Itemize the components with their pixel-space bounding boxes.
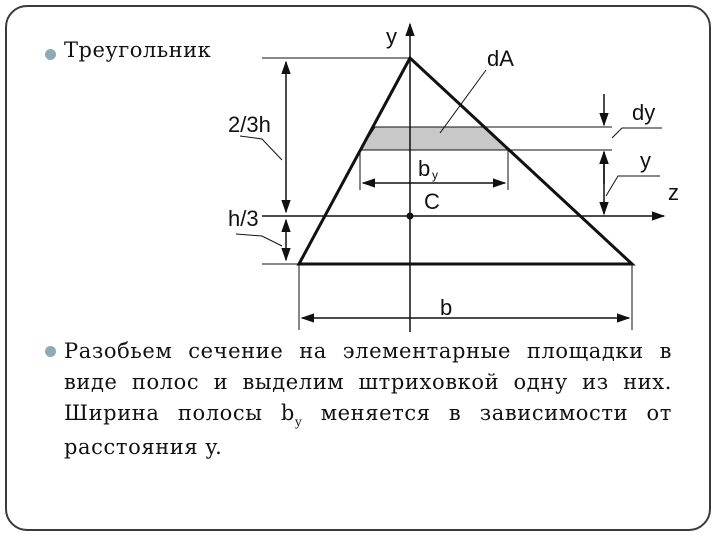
dy-label: dy xyxy=(632,100,656,125)
body-paragraph xyxy=(64,336,672,463)
one-third-h-label: h/3 xyxy=(228,206,259,231)
centroid-label: C xyxy=(424,189,440,214)
two-thirds-h-label: 2/3h xyxy=(228,112,271,137)
slide-heading: Треугольник xyxy=(64,38,212,62)
by-label: b xyxy=(418,156,431,181)
paragraph-subscript: y xyxy=(294,415,303,429)
y-distance-label: y xyxy=(640,148,651,173)
paragraph-text-end: меняется в зависимости от расстояния y. xyxy=(64,401,673,459)
hatched-strip-dA xyxy=(360,127,508,150)
z-axis-label: z xyxy=(668,180,679,205)
base-label: b xyxy=(440,295,453,320)
by-label-subscript: y xyxy=(432,168,438,182)
paragraph-text-start: Разобьем сечение на элементарные площадки в виде полос и выделим штриховкой одну из них. Ширина полосы b xyxy=(64,339,672,425)
centroid-point xyxy=(407,213,414,220)
y-axis-label: y xyxy=(386,24,397,49)
bullet-dot xyxy=(45,346,56,357)
dA-label: dA xyxy=(487,46,514,71)
